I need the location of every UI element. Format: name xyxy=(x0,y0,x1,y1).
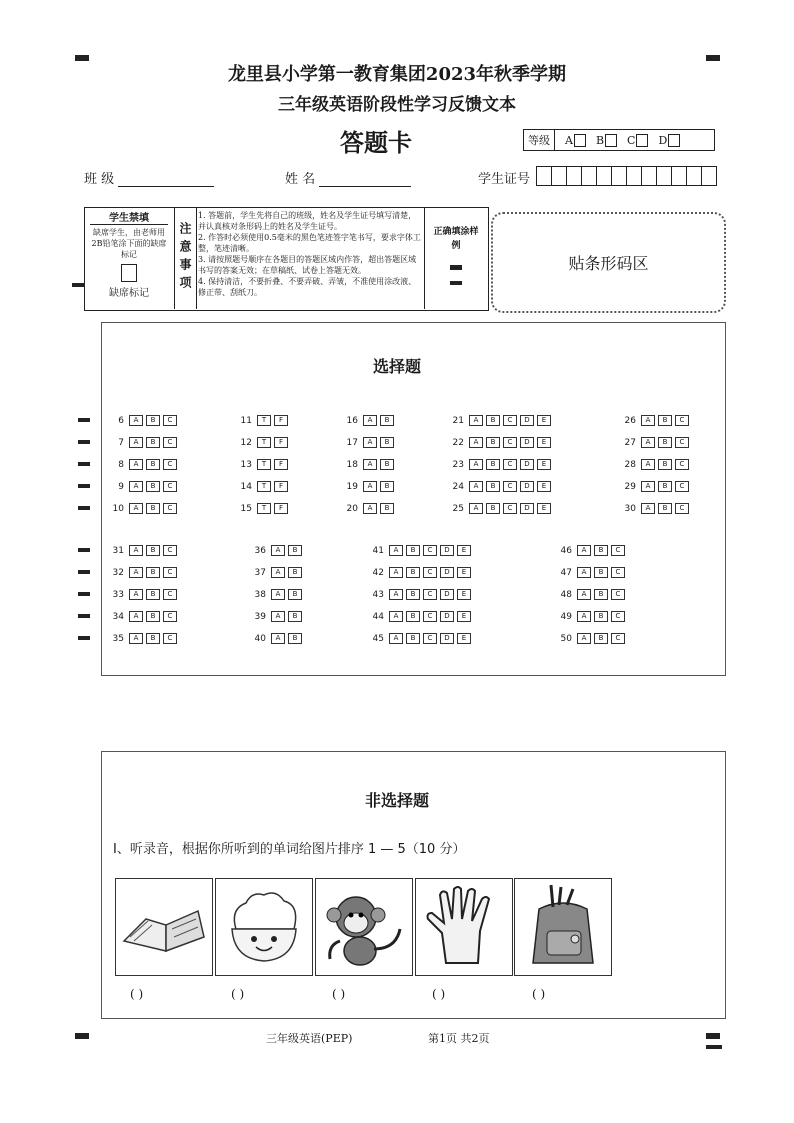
question-number: 7 xyxy=(118,437,124,448)
question-number: 44 xyxy=(372,611,384,622)
option-bubble-b[interactable]: B xyxy=(380,459,394,470)
option-bubble-b[interactable]: B xyxy=(486,503,500,514)
option-bubble-a[interactable]: A xyxy=(271,567,285,578)
option-bubble-f[interactable]: F xyxy=(274,415,288,426)
notice-item: 4. 保持清洁，不要折叠、不要弄破、弄皱，不准使用涂改液、修正带、刮纸刀。 xyxy=(198,277,417,297)
question-number: 37 xyxy=(254,567,266,578)
option-bubble-b[interactable]: B xyxy=(146,633,160,644)
option-bubble-c[interactable]: C xyxy=(163,633,177,644)
book-icon xyxy=(116,879,212,975)
option-bubble-b[interactable]: B xyxy=(380,503,394,514)
option-bubble-a[interactable]: A xyxy=(271,589,285,600)
option-bubble-d[interactable]: D xyxy=(440,545,454,556)
book-picture xyxy=(115,878,213,976)
option-bubble-a[interactable]: A xyxy=(363,503,377,514)
option-bubble-a[interactable]: A xyxy=(271,633,285,644)
option-bubble-c[interactable]: C xyxy=(163,415,177,426)
option-bubble-c[interactable]: C xyxy=(423,567,437,578)
question-45 xyxy=(370,633,471,644)
option-bubble-c[interactable]: C xyxy=(163,437,177,448)
option-bubble-a[interactable]: A xyxy=(469,459,483,470)
barcode-label: 贴条形码区 xyxy=(568,254,649,273)
option-bubble-t[interactable]: T xyxy=(257,503,271,514)
page-title: 龙里县小学第一教育集团2023年秋季学期 xyxy=(227,64,567,85)
option-bubble-c[interactable]: C xyxy=(423,611,437,622)
option-bubble-a[interactable]: A xyxy=(389,633,403,644)
option-bubble-a[interactable]: A xyxy=(129,611,143,622)
option-bubble-e[interactable]: E xyxy=(457,611,471,622)
option-bubble-b[interactable]: B xyxy=(288,545,302,556)
correct-example-label: 正确填涂样例 xyxy=(433,227,479,251)
option-bubble-a[interactable]: A xyxy=(129,481,143,492)
question-41 xyxy=(370,545,471,556)
question-29 xyxy=(622,481,689,492)
question-number: 30 xyxy=(624,503,636,514)
row-marker xyxy=(78,506,90,510)
option-bubble-d[interactable]: D xyxy=(520,437,534,448)
question-number: 11 xyxy=(240,415,252,426)
option-bubble-b[interactable]: B xyxy=(380,437,394,448)
absent-title: 学生禁填 xyxy=(90,209,168,225)
question-number: 27 xyxy=(624,437,636,448)
option-bubble-f[interactable]: F xyxy=(274,503,288,514)
option-bubble-c[interactable]: C xyxy=(675,459,689,470)
question-number: 17 xyxy=(346,437,358,448)
option-bubble-e[interactable]: E xyxy=(457,545,471,556)
id-label: 学生证号 xyxy=(478,172,531,187)
option-bubble-a[interactable]: A xyxy=(469,415,483,426)
option-bubble-a[interactable]: A xyxy=(577,611,591,622)
hand-picture xyxy=(415,878,513,976)
absent-mark-label: 缺席标记 xyxy=(109,288,149,299)
question-34 xyxy=(110,611,177,622)
rice-icon xyxy=(216,879,312,975)
notice-title: 注意事项 xyxy=(174,207,197,309)
option-bubble-a[interactable]: A xyxy=(363,437,377,448)
option-bubble-a[interactable]: A xyxy=(577,567,591,578)
question-number: 40 xyxy=(254,633,266,644)
option-bubble-c[interactable]: C xyxy=(675,503,689,514)
question-number: 41 xyxy=(372,545,384,556)
option-bubble-a[interactable]: A xyxy=(469,481,483,492)
option-bubble-f[interactable]: F xyxy=(274,459,288,470)
question-43 xyxy=(370,589,471,600)
listening-instruction: Ⅰ、听录音，根据你所听到的单词给图片排序 1 — 5（10 分） xyxy=(113,842,466,857)
question-33 xyxy=(110,589,177,600)
option-bubble-b[interactable]: B xyxy=(658,437,672,448)
footer-page: 第1页 共2页 xyxy=(428,1032,490,1045)
option-bubble-c[interactable]: C xyxy=(503,481,517,492)
option-bubble-b[interactable]: B xyxy=(406,611,420,622)
option-bubble-a[interactable]: A xyxy=(129,437,143,448)
option-bubble-a[interactable]: A xyxy=(641,481,655,492)
notice-item: 1. 答题前，学生先将自己的班级，姓名及学生证号填写清楚，并认真核对条形码上的姓名及学生证号。 xyxy=(198,211,417,231)
option-bubble-b[interactable]: B xyxy=(594,545,608,556)
question-number: 29 xyxy=(624,481,636,492)
page-subtitle: 三年级英语阶段性学习反馈文本 xyxy=(278,95,516,115)
option-bubble-a[interactable]: A xyxy=(363,415,377,426)
question-number: 10 xyxy=(112,503,124,514)
option-bubble-a[interactable]: A xyxy=(389,567,403,578)
option-bubble-d[interactable]: D xyxy=(520,459,534,470)
option-bubble-c[interactable]: C xyxy=(423,633,437,644)
question-15 xyxy=(238,503,288,514)
question-number: 6 xyxy=(118,415,124,426)
option-bubble-c[interactable]: C xyxy=(611,545,625,556)
question-number: 23 xyxy=(452,459,464,470)
alignment-marker xyxy=(72,283,84,287)
question-number: 24 xyxy=(452,481,464,492)
grade-option-c[interactable]: C xyxy=(627,134,648,147)
option-bubble-b[interactable]: B xyxy=(658,481,672,492)
question-number: 49 xyxy=(560,611,572,622)
option-bubble-a[interactable]: A xyxy=(641,415,655,426)
option-bubble-c[interactable]: C xyxy=(163,589,177,600)
answer-blank-2[interactable]: ( ) xyxy=(231,987,245,1001)
question-31 xyxy=(110,545,177,556)
question-number: 26 xyxy=(624,415,636,426)
option-bubble-t[interactable]: T xyxy=(257,437,271,448)
option-bubble-a[interactable]: A xyxy=(129,589,143,600)
schoolbag-picture xyxy=(514,878,612,976)
question-26 xyxy=(622,415,689,426)
question-number: 28 xyxy=(624,459,636,470)
option-bubble-a[interactable]: A xyxy=(389,589,403,600)
option-bubble-d[interactable]: D xyxy=(440,633,454,644)
question-35 xyxy=(110,633,177,644)
question-8 xyxy=(110,459,177,470)
alignment-marker xyxy=(75,1033,89,1039)
grade-box xyxy=(523,129,715,151)
question-42 xyxy=(370,567,471,578)
option-bubble-c[interactable]: C xyxy=(503,437,517,448)
student-id-field[interactable] xyxy=(537,166,717,186)
option-bubble-b[interactable]: B xyxy=(406,633,420,644)
option-bubble-b[interactable]: B xyxy=(594,611,608,622)
question-number: 8 xyxy=(118,459,124,470)
option-bubble-c[interactable]: C xyxy=(611,633,625,644)
option-bubble-a[interactable]: A xyxy=(577,545,591,556)
option-bubble-e[interactable]: E xyxy=(457,633,471,644)
question-number: 15 xyxy=(240,503,252,514)
answer-blank-1[interactable]: ( ) xyxy=(130,987,144,1001)
option-bubble-b[interactable]: B xyxy=(146,481,160,492)
question-39 xyxy=(252,611,302,622)
schoolbag-icon xyxy=(515,879,611,975)
question-number: 13 xyxy=(240,459,252,470)
alignment-marker xyxy=(706,1045,722,1049)
option-bubble-c[interactable]: C xyxy=(163,459,177,470)
filled-mark-sample xyxy=(450,265,462,270)
nonchoice-title: 非选择题 xyxy=(364,791,429,810)
question-50 xyxy=(558,633,625,644)
question-number: 21 xyxy=(452,415,464,426)
option-bubble-e[interactable]: E xyxy=(537,437,551,448)
answer-blank-5[interactable]: ( ) xyxy=(532,987,546,1001)
option-bubble-b[interactable]: B xyxy=(288,589,302,600)
option-bubble-c[interactable]: C xyxy=(423,545,437,556)
question-23 xyxy=(450,459,551,470)
footer-subject: 三年级英语(PEP) xyxy=(266,1032,353,1045)
question-number: 42 xyxy=(372,567,384,578)
question-38 xyxy=(252,589,302,600)
option-bubble-b[interactable]: B xyxy=(146,459,160,470)
option-bubble-a[interactable]: A xyxy=(641,503,655,514)
option-bubble-a[interactable]: A xyxy=(271,545,285,556)
question-number: 50 xyxy=(560,633,572,644)
option-bubble-b[interactable]: B xyxy=(288,633,302,644)
answer-card-title: 答题卡 xyxy=(340,129,412,157)
option-bubble-a[interactable]: A xyxy=(129,415,143,426)
option-bubble-a[interactable]: A xyxy=(389,611,403,622)
option-bubble-a[interactable]: A xyxy=(363,459,377,470)
question-number: 18 xyxy=(346,459,358,470)
option-bubble-a[interactable]: A xyxy=(641,437,655,448)
row-marker xyxy=(78,462,90,466)
option-bubble-a[interactable]: A xyxy=(389,545,403,556)
question-7 xyxy=(110,437,177,448)
question-number: 35 xyxy=(112,633,124,644)
rice-picture xyxy=(215,878,313,976)
option-bubble-b[interactable]: B xyxy=(146,503,160,514)
question-32 xyxy=(110,567,177,578)
row-marker xyxy=(78,418,90,422)
option-bubble-c[interactable]: C xyxy=(675,481,689,492)
option-bubble-b[interactable]: B xyxy=(146,437,160,448)
absent-box xyxy=(84,207,175,309)
option-bubble-b[interactable]: B xyxy=(658,503,672,514)
option-bubble-c[interactable]: C xyxy=(163,481,177,492)
question-number: 47 xyxy=(560,567,572,578)
question-number: 48 xyxy=(560,589,572,600)
row-marker xyxy=(78,484,90,488)
option-bubble-a[interactable]: A xyxy=(271,611,285,622)
option-bubble-d[interactable]: D xyxy=(520,503,534,514)
option-bubble-e[interactable]: E xyxy=(457,589,471,600)
option-bubble-e[interactable]: E xyxy=(537,503,551,514)
option-bubble-b[interactable]: B xyxy=(486,481,500,492)
question-number: 20 xyxy=(346,503,358,514)
question-10 xyxy=(110,503,177,514)
question-36 xyxy=(252,545,302,556)
question-30 xyxy=(622,503,689,514)
option-bubble-d[interactable]: D xyxy=(440,567,454,578)
alignment-marker xyxy=(706,1033,720,1039)
option-bubble-c[interactable]: C xyxy=(611,611,625,622)
option-bubble-e[interactable]: E xyxy=(537,481,551,492)
question-number: 45 xyxy=(372,633,384,644)
question-number: 12 xyxy=(240,437,252,448)
question-number: 14 xyxy=(240,481,252,492)
option-bubble-b[interactable]: B xyxy=(146,545,160,556)
question-13 xyxy=(238,459,288,470)
row-marker xyxy=(78,440,90,444)
option-bubble-a[interactable]: A xyxy=(129,459,143,470)
question-48 xyxy=(558,589,625,600)
question-number: 46 xyxy=(560,545,572,556)
option-bubble-t[interactable]: T xyxy=(257,481,271,492)
option-bubble-c[interactable]: C xyxy=(503,459,517,470)
option-bubble-b[interactable]: B xyxy=(486,415,500,426)
option-bubble-d[interactable]: D xyxy=(440,611,454,622)
option-bubble-c[interactable]: C xyxy=(611,589,625,600)
option-bubble-a[interactable]: A xyxy=(363,481,377,492)
option-bubble-c[interactable]: C xyxy=(163,567,177,578)
question-number: 22 xyxy=(452,437,464,448)
question-number: 39 xyxy=(254,611,266,622)
option-bubble-b[interactable]: B xyxy=(406,567,420,578)
question-25 xyxy=(450,503,551,514)
question-49 xyxy=(558,611,625,622)
option-bubble-a[interactable]: A xyxy=(641,459,655,470)
grade-option-a[interactable]: A xyxy=(565,134,586,147)
monkey-picture xyxy=(315,878,413,976)
option-bubble-b[interactable]: B xyxy=(146,415,160,426)
option-bubble-b[interactable]: B xyxy=(594,567,608,578)
question-19 xyxy=(344,481,394,492)
option-bubble-b[interactable]: B xyxy=(594,633,608,644)
option-bubble-a[interactable]: A xyxy=(577,633,591,644)
question-14 xyxy=(238,481,288,492)
question-28 xyxy=(622,459,689,470)
option-bubble-c[interactable]: C xyxy=(675,437,689,448)
option-bubble-b[interactable]: B xyxy=(288,611,302,622)
absent-text: 缺席学生，由老师用2B铅笔涂下面的缺席标记 xyxy=(91,228,167,259)
question-number: 34 xyxy=(112,611,124,622)
row-marker xyxy=(78,548,90,552)
correct-example xyxy=(424,207,487,309)
question-40 xyxy=(252,633,302,644)
option-bubble-f[interactable]: F xyxy=(274,481,288,492)
option-bubble-c[interactable]: C xyxy=(163,503,177,514)
option-bubble-a[interactable]: A xyxy=(577,589,591,600)
question-number: 43 xyxy=(372,589,384,600)
question-12 xyxy=(238,437,288,448)
row-marker xyxy=(78,614,90,618)
question-22 xyxy=(450,437,551,448)
option-bubble-e[interactable]: E xyxy=(537,459,551,470)
option-bubble-a[interactable]: A xyxy=(469,437,483,448)
question-37 xyxy=(252,567,302,578)
row-marker xyxy=(78,570,90,574)
absent-mark-box[interactable] xyxy=(121,264,137,282)
hand-icon xyxy=(416,879,512,975)
grade-label: 等级 xyxy=(524,130,555,150)
option-bubble-b[interactable]: B xyxy=(594,589,608,600)
name-field[interactable] xyxy=(319,186,411,187)
question-number: 16 xyxy=(346,415,358,426)
option-bubble-a[interactable]: A xyxy=(129,545,143,556)
option-bubble-a[interactable]: A xyxy=(129,567,143,578)
notice-item: 3. 请按照题号顺序在各题目的答题区域内作答，超出答题区域书写的答案无效；在草稿纸、试卷上答题无效。 xyxy=(198,255,417,275)
class-field[interactable] xyxy=(118,186,214,187)
monkey-icon xyxy=(316,879,412,975)
option-bubble-b[interactable]: B xyxy=(658,459,672,470)
option-bubble-b[interactable]: B xyxy=(658,415,672,426)
option-bubble-c[interactable]: C xyxy=(675,415,689,426)
option-bubble-d[interactable]: D xyxy=(520,415,534,426)
option-bubble-b[interactable]: B xyxy=(288,567,302,578)
question-17 xyxy=(344,437,394,448)
question-number: 9 xyxy=(118,481,124,492)
choice-title: 选择题 xyxy=(372,357,421,376)
option-bubble-b[interactable]: B xyxy=(146,567,160,578)
question-24 xyxy=(450,481,551,492)
question-20 xyxy=(344,503,394,514)
question-number: 33 xyxy=(112,589,124,600)
option-bubble-t[interactable]: T xyxy=(257,459,271,470)
notice-list xyxy=(198,210,424,298)
question-27 xyxy=(622,437,689,448)
question-47 xyxy=(558,567,625,578)
option-bubble-b[interactable]: B xyxy=(146,611,160,622)
option-bubble-c[interactable]: C xyxy=(423,589,437,600)
grade-option-b[interactable]: B xyxy=(596,134,617,147)
option-bubble-c[interactable]: C xyxy=(503,503,517,514)
answer-blank-4[interactable]: ( ) xyxy=(432,987,446,1001)
question-number: 38 xyxy=(254,589,266,600)
answer-blank-3[interactable]: ( ) xyxy=(332,987,346,1001)
question-18 xyxy=(344,459,394,470)
option-bubble-f[interactable]: F xyxy=(274,437,288,448)
option-bubble-c[interactable]: C xyxy=(163,545,177,556)
option-bubble-b[interactable]: B xyxy=(406,589,420,600)
option-bubble-d[interactable]: D xyxy=(440,589,454,600)
class-label: 班 级 xyxy=(84,172,115,187)
question-11 xyxy=(238,415,288,426)
name-label: 姓 名 xyxy=(285,172,316,187)
question-number: 19 xyxy=(346,481,358,492)
option-bubble-b[interactable]: B xyxy=(486,459,500,470)
grade-option-d[interactable]: D xyxy=(658,134,680,147)
option-bubble-c[interactable]: C xyxy=(611,567,625,578)
question-16 xyxy=(344,415,394,426)
question-6 xyxy=(110,415,177,426)
option-bubble-e[interactable]: E xyxy=(537,415,551,426)
question-21 xyxy=(450,415,551,426)
question-46 xyxy=(558,545,625,556)
option-bubble-e[interactable]: E xyxy=(457,567,471,578)
option-bubble-b[interactable]: B xyxy=(380,415,394,426)
question-44 xyxy=(370,611,471,622)
question-number: 36 xyxy=(254,545,266,556)
notice-item: 2. 作答时必须使用0.5毫米的黑色笔迹签字笔书写，要求字体工整，笔迹清晰。 xyxy=(198,233,421,253)
question-number: 25 xyxy=(452,503,464,514)
question-number: 31 xyxy=(112,545,124,556)
option-bubble-a[interactable]: A xyxy=(129,633,143,644)
option-bubble-a[interactable]: A xyxy=(129,503,143,514)
option-bubble-d[interactable]: D xyxy=(520,481,534,492)
option-bubble-b[interactable]: B xyxy=(380,481,394,492)
option-bubble-a[interactable]: A xyxy=(469,503,483,514)
row-marker xyxy=(78,592,90,596)
option-bubble-b[interactable]: B xyxy=(146,589,160,600)
option-bubble-c[interactable]: C xyxy=(503,415,517,426)
row-marker xyxy=(78,636,90,640)
option-bubble-t[interactable]: T xyxy=(257,415,271,426)
barcode-area xyxy=(491,212,726,313)
option-bubble-b[interactable]: B xyxy=(406,545,420,556)
option-bubble-b[interactable]: B xyxy=(486,437,500,448)
option-bubble-c[interactable]: C xyxy=(163,611,177,622)
question-9 xyxy=(110,481,177,492)
question-number: 32 xyxy=(112,567,124,578)
